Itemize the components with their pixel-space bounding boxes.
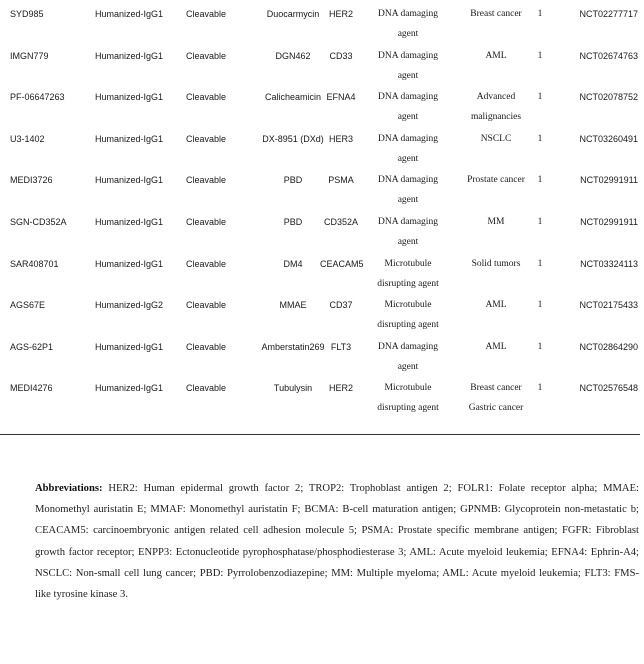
phase-cell: 1 <box>537 258 543 269</box>
antibody-cell: Humanized-IgG1 <box>95 217 164 227</box>
payload-cell: DX-8951 (DXd) <box>262 133 324 144</box>
drug-name-cell: U3-1402 <box>10 133 45 144</box>
mechanism-cell: Microtubule disrupting agent <box>377 258 439 289</box>
target-cell: PSMA <box>328 175 354 186</box>
mechanism-cell: DNA damaging agent <box>378 175 438 206</box>
linker-cell: Cleavable <box>186 50 227 61</box>
antibody-cell: Humanized-IgG1 <box>95 133 164 144</box>
drug-name-cell: SAR408701 <box>10 258 59 269</box>
abbreviations-paragraph <box>35 478 639 605</box>
nct-cell: NCT02078752 <box>579 92 638 103</box>
linker-cell: Cleavable <box>186 341 227 352</box>
nct-cell: NCT02864290 <box>579 341 638 352</box>
mechanism-cell: DNA damaging agent <box>378 9 438 39</box>
mechanism-cell: Microtubule disrupting agent <box>377 383 439 414</box>
antibody-cell: Humanized-IgG1 <box>95 9 164 19</box>
target-cell: CD33 <box>329 50 353 61</box>
nct-cell: NCT02175433 <box>579 300 638 311</box>
phase-cell: 1 <box>537 9 543 19</box>
drug-name-cell: PF-06647263 <box>10 92 65 103</box>
antibody-cell: Humanized-IgG2 <box>95 300 164 311</box>
linker-cell: Cleavable <box>186 258 227 269</box>
antibody-cell: Humanized-IgG1 <box>95 341 164 352</box>
nct-cell: NCT02674763 <box>579 50 638 61</box>
indication-cell: NSCLC <box>480 133 512 144</box>
table-row <box>0 254 644 296</box>
indication-cell: Breast cancer <box>470 9 522 19</box>
nct-cell: NCT03324113 <box>580 258 638 269</box>
payload-cell: Tubulysin <box>273 383 313 394</box>
nct-cell: NCT02576548 <box>579 383 638 394</box>
target-cell: CEACAM5 <box>320 258 364 269</box>
linker-cell: Cleavable <box>186 383 227 394</box>
nct-cell: NCT02991911 <box>580 217 638 227</box>
drug-name-cell: MEDI4276 <box>10 383 53 394</box>
drug-name-cell: SYD985 <box>10 9 44 19</box>
table-row <box>0 295 644 337</box>
payload-cell: PBD <box>283 175 303 186</box>
target-cell: HER2 <box>328 383 353 394</box>
linker-cell: Cleavable <box>186 133 227 144</box>
table-row <box>0 378 644 420</box>
target-cell: CD37 <box>329 300 353 311</box>
table-bottom-rule <box>0 434 640 435</box>
linker-cell: Cleavable <box>186 92 227 103</box>
nct-cell: NCT03260491 <box>579 133 638 144</box>
abbreviations-label: Abbreviations: <box>35 483 103 494</box>
phase-cell: 1 <box>537 175 543 186</box>
indication-cell: Prostate cancer <box>467 175 525 186</box>
payload-cell: MMAE <box>279 300 307 311</box>
nct-cell: NCT02277717 <box>579 9 638 19</box>
mechanism-cell: DNA damaging agent <box>378 341 438 372</box>
table-row <box>0 4 644 46</box>
antibody-cell: Humanized-IgG1 <box>95 92 164 103</box>
drug-name-cell: AGS67E <box>10 300 46 311</box>
table-row <box>0 129 644 171</box>
target-cell: EFNA4 <box>326 92 356 103</box>
indication-cell: Breast cancer Gastric cancer <box>468 383 524 414</box>
linker-cell: Cleavable <box>186 9 227 19</box>
indication-cell: AML <box>485 341 507 352</box>
target-cell: HER2 <box>328 9 353 19</box>
antibody-cell: Humanized-IgG1 <box>95 50 164 61</box>
table-row <box>0 212 644 254</box>
phase-cell: 1 <box>537 133 543 144</box>
mechanism-cell: DNA damaging agent <box>378 133 438 164</box>
target-cell: CD352A <box>323 217 359 227</box>
drug-name-cell: IMGN779 <box>10 50 49 61</box>
payload-cell: DGN462 <box>275 50 311 61</box>
mechanism-cell: DNA damaging agent <box>378 92 438 123</box>
indication-cell: AML <box>485 300 507 311</box>
phase-cell: 1 <box>537 50 543 61</box>
phase-cell: 1 <box>537 300 543 311</box>
phase-cell: 1 <box>537 217 543 227</box>
abbreviations-text: HER2: Human epidermal growth factor 2; TROP2: Trophoblast antigen 2; FOLR1: Folate receptor alpha; MMAE: Monomethyl auristatin E; MMAF: Monomethyl auristatin F; BCMA: B-cell maturation antigen; GPNMB: Glycoprotein non-metastatic b; CEACAM5: carcinoembryonic antigen related cell adhesion molecule 5; PSMA: Prostate specific membrane antigen; FGFR: Fibroblast growth factor receptor; ENPP3: Ectonucleotide pyrophosphatase/phosphodiesterase 3; AML: Acute myeloid leukemia; EFNA4: Ephrin-A4; NSCLC: Non-small cell lung cancer; PBD: Pyrrolobenzodiazepine; MM: Multiple myeloma; AML: Acute myeloid leukemia; FLT3: FMS-like tyrosine kinase 3. <box>35 483 639 601</box>
linker-cell: Cleavable <box>186 300 227 311</box>
payload-cell: DM4 <box>283 258 303 269</box>
phase-cell: 1 <box>537 92 543 103</box>
table-row <box>0 170 644 212</box>
phase-cell: 1 <box>537 341 543 352</box>
nct-cell: NCT02991911 <box>580 175 638 186</box>
mechanism-cell: DNA damaging agent <box>378 217 438 247</box>
payload-cell: Calicheamicin <box>264 92 322 103</box>
payload-cell: PBD <box>283 217 303 227</box>
payload-cell: Amberstatin269 <box>261 341 325 352</box>
linker-cell: Cleavable <box>186 217 227 227</box>
table-row <box>0 87 644 129</box>
indication-cell: AML <box>485 50 507 61</box>
indication-cell: MM <box>487 217 505 227</box>
payload-cell: Duocarmycin <box>266 9 320 19</box>
antibody-cell: Humanized-IgG1 <box>95 383 164 394</box>
drug-name-cell: MEDI3726 <box>10 175 53 186</box>
phase-cell: 1 <box>537 383 543 394</box>
antibody-cell: Humanized-IgG1 <box>95 258 164 269</box>
indication-cell: Advanced malignancies <box>470 92 522 123</box>
linker-cell: Cleavable <box>186 175 227 186</box>
target-cell: HER3 <box>328 133 353 144</box>
drug-name-cell: SGN-CD352A <box>10 217 67 227</box>
indication-cell: Solid tumors <box>471 258 521 269</box>
target-cell: FLT3 <box>330 341 352 352</box>
mechanism-cell: Microtubule disrupting agent <box>377 300 439 331</box>
table-row <box>0 46 644 88</box>
table-row <box>0 337 644 379</box>
drug-name-cell: AGS-62P1 <box>10 341 54 352</box>
antibody-cell: Humanized-IgG1 <box>95 175 164 186</box>
mechanism-cell: DNA damaging agent <box>378 50 438 81</box>
